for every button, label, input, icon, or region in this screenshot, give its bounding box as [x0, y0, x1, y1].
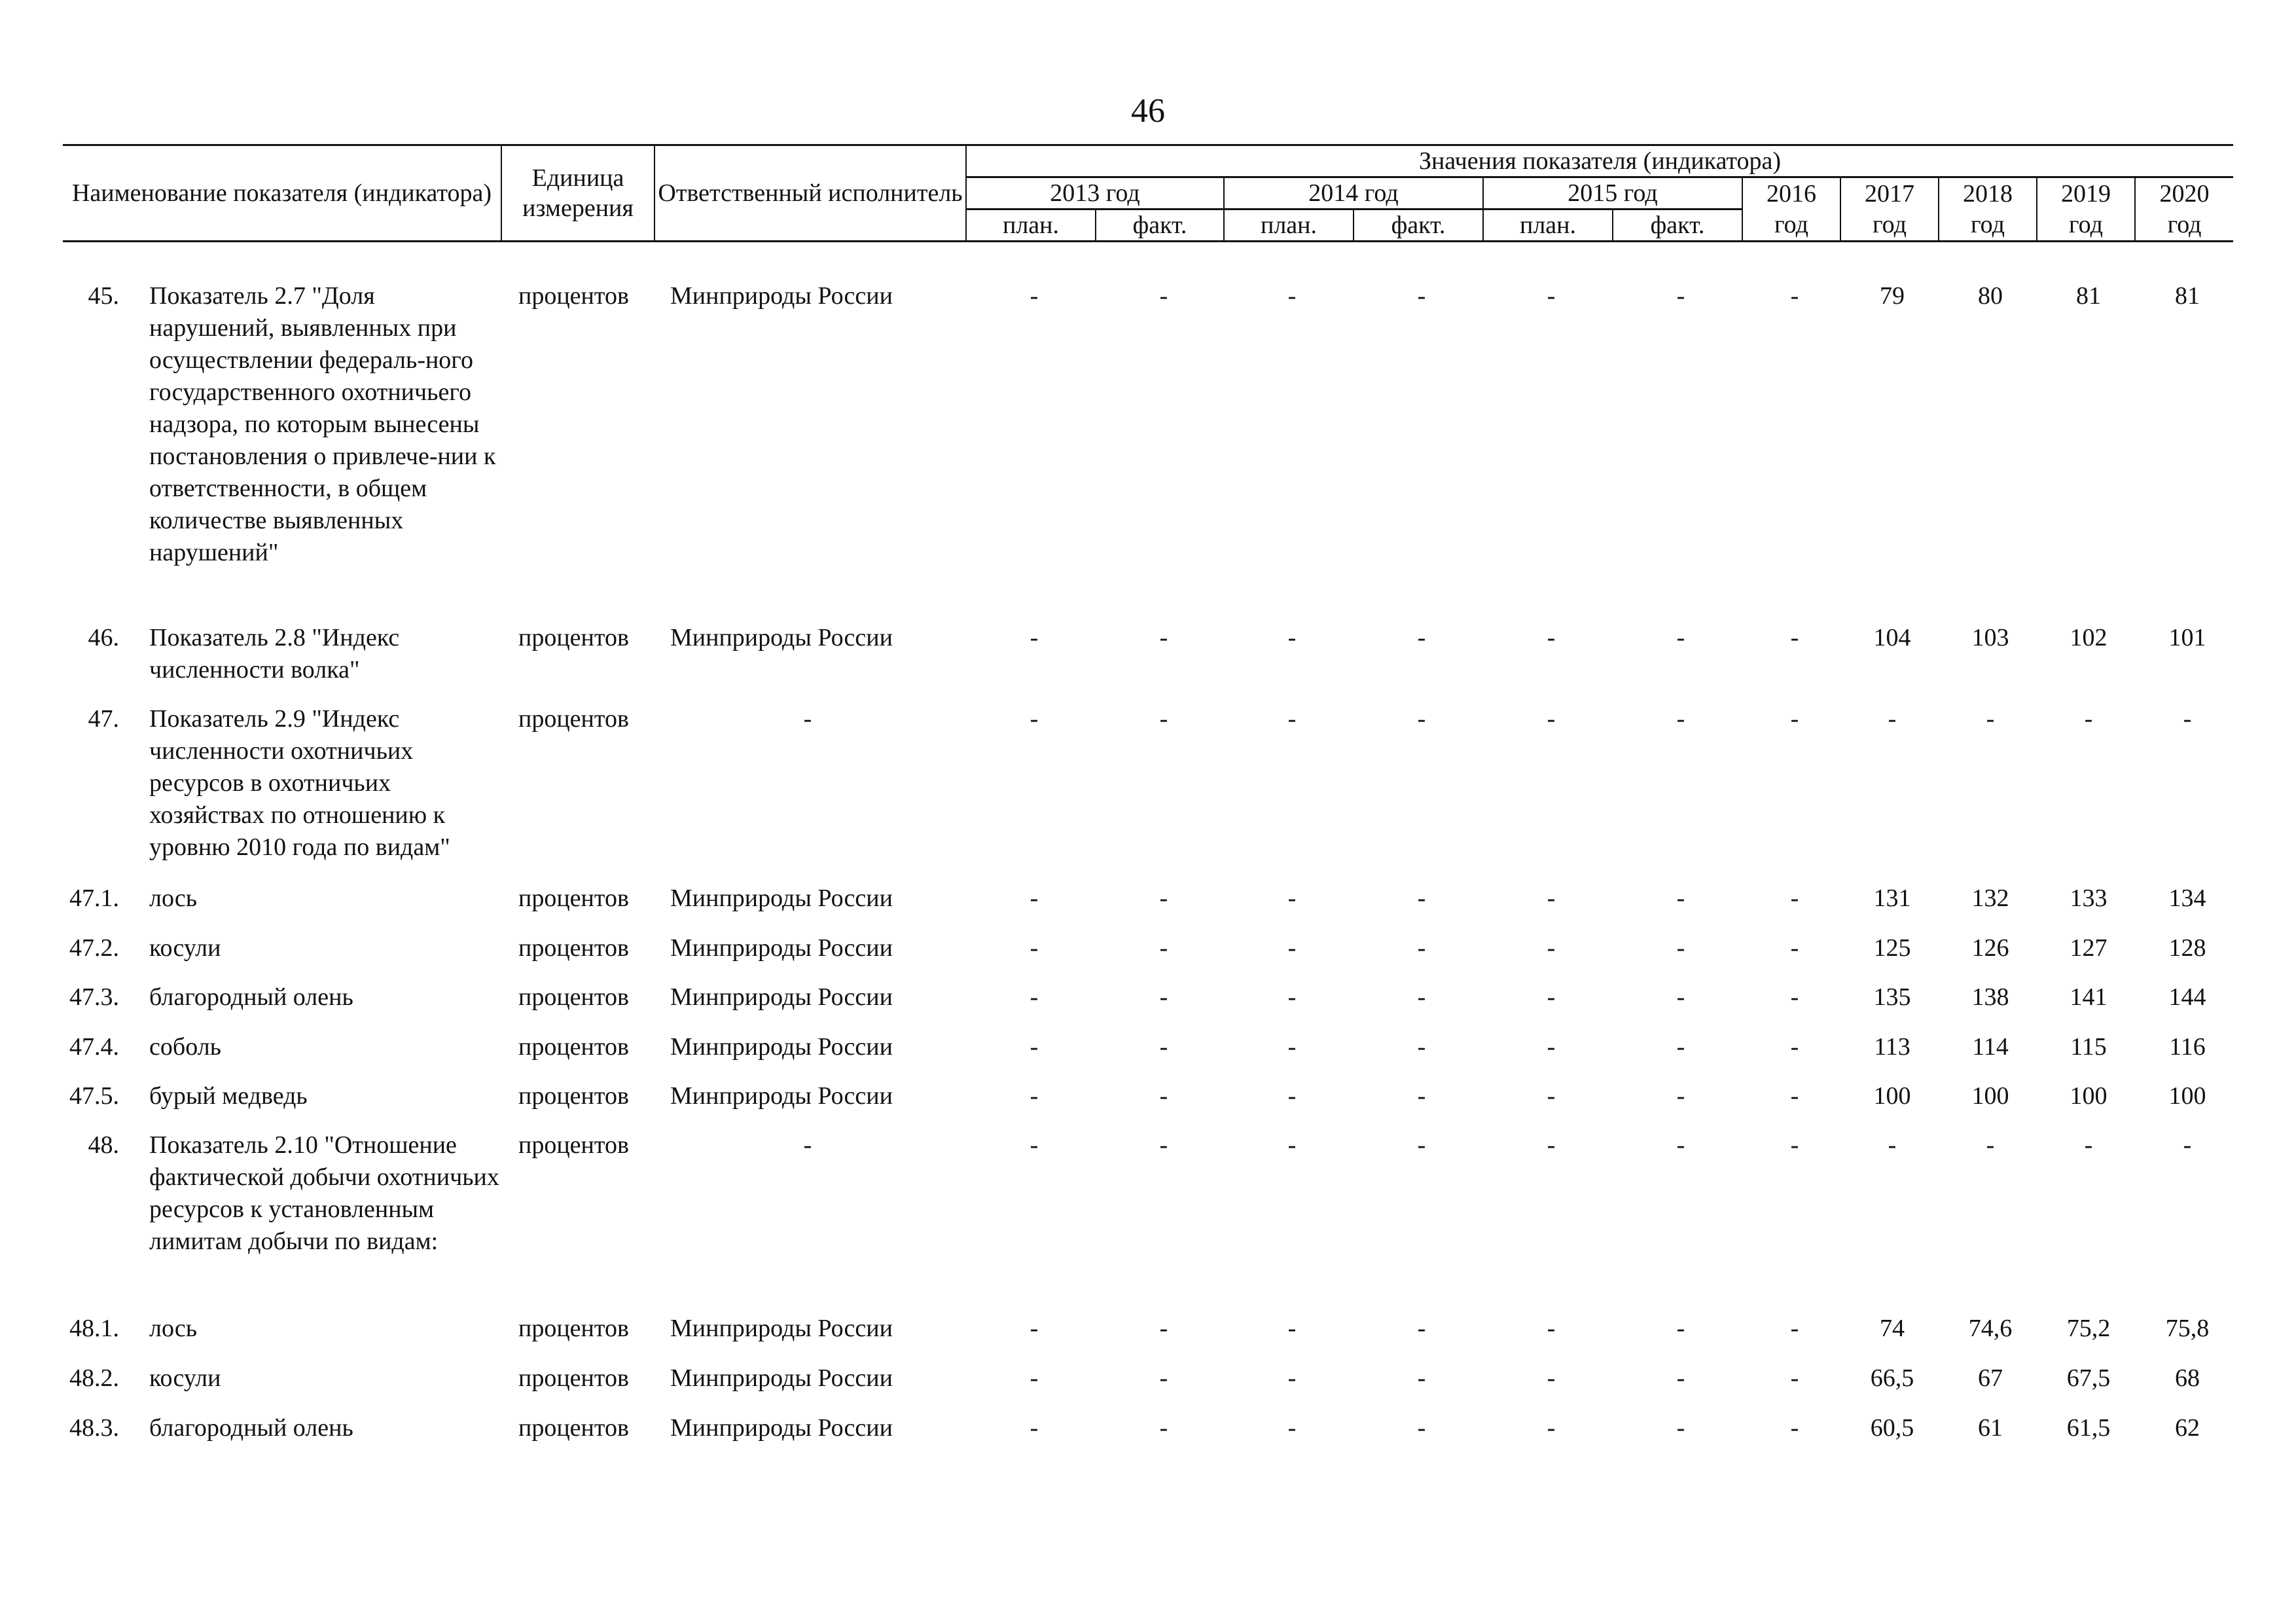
value-2018: 132 — [1971, 884, 2009, 912]
value-2018: - — [1986, 1131, 1995, 1159]
value-2014-plan: - — [1287, 282, 1297, 310]
responsible: - — [803, 1131, 812, 1159]
value-2018: 100 — [1971, 1082, 2009, 1110]
value-2013-plan: - — [1030, 1082, 1039, 1110]
value-2015-fact: - — [1676, 705, 1685, 733]
value-2014-plan: - — [1287, 705, 1297, 733]
value-2017: 104 — [1873, 624, 1911, 651]
god-2019-header: год — [2037, 210, 2135, 242]
value-2013-fact: - — [1159, 884, 1168, 912]
value-2015-fact: - — [1676, 1082, 1685, 1110]
value-2015-fact: - — [1676, 1414, 1685, 1442]
value-2013-fact: - — [1159, 282, 1168, 310]
unit: процентов — [518, 983, 629, 1011]
fact-2015-header: факт. — [1613, 210, 1742, 242]
value-2013-fact: - — [1159, 624, 1168, 651]
row-number: 48.1. — [69, 1315, 119, 1342]
value-2019: 141 — [2070, 983, 2108, 1011]
plan-2015-header: план. — [1483, 210, 1613, 242]
value-2015-plan: - — [1547, 1082, 1556, 1110]
value-2020: - — [2183, 705, 2192, 733]
value-2013-fact: - — [1159, 1414, 1168, 1442]
unit: процентов — [518, 1033, 629, 1061]
indicator-name: Показатель 2.10 "Отношение фактической добычи охотничьих ресурсов к установленным лимитам добычи по видам: — [149, 1131, 499, 1255]
unit: процентов — [518, 884, 629, 912]
value-2013-fact: - — [1159, 934, 1168, 962]
row-number: 47.3. — [69, 983, 119, 1011]
value-2016: - — [1790, 1364, 1799, 1392]
value-2020: 100 — [2168, 1082, 2206, 1110]
indicator-name: Показатель 2.7 "Доля нарушений, выявленных при осуществлении федераль-ного государственного охотничьего надзора, по которым вынесены постановления о привлече-нии к ответственности, в общем количестве выявленных нарушений" — [149, 282, 496, 566]
value-2015-plan: - — [1547, 282, 1556, 310]
value-2013-fact: - — [1159, 705, 1168, 733]
page-number: 46 — [1131, 92, 1165, 130]
indicator-name: косули — [149, 1364, 221, 1392]
value-2015-plan: - — [1547, 1315, 1556, 1342]
row-number: 45. — [88, 282, 119, 310]
value-2020: 128 — [2168, 934, 2206, 962]
value-2017: 125 — [1873, 934, 1911, 962]
value-2013-plan: - — [1030, 1131, 1039, 1159]
value-2014-fact: - — [1417, 1414, 1426, 1442]
value-2016: - — [1790, 983, 1799, 1011]
value-2020: 116 — [2169, 1033, 2206, 1061]
col-unit-header: Единица измерения — [501, 145, 655, 242]
value-2017: 100 — [1873, 1082, 1911, 1110]
value-2019: - — [2084, 1131, 2093, 1159]
value-2015-plan: - — [1547, 1131, 1556, 1159]
value-2015-plan: - — [1547, 983, 1556, 1011]
year-2018-header: 2018 — [1939, 177, 2037, 210]
value-2014-plan: - — [1287, 1131, 1297, 1159]
value-2017: 60,5 — [1870, 1414, 1914, 1442]
value-2014-fact: - — [1417, 1364, 1426, 1392]
value-2014-plan: - — [1287, 884, 1297, 912]
row-number: 48.2. — [69, 1364, 119, 1392]
value-2018: 114 — [1972, 1033, 2009, 1061]
value-2014-plan: - — [1287, 1033, 1297, 1061]
responsible: Минприроды России — [670, 983, 893, 1011]
value-2014-fact: - — [1417, 1082, 1426, 1110]
value-2013-plan: - — [1030, 983, 1039, 1011]
unit: процентов — [518, 624, 629, 651]
fact-2014-header: факт. — [1354, 210, 1483, 242]
unit: процентов — [518, 1082, 629, 1110]
row-number: 47. — [88, 705, 119, 733]
value-2015-fact: - — [1676, 624, 1685, 651]
value-2015-fact: - — [1676, 884, 1685, 912]
value-2015-plan: - — [1547, 624, 1556, 651]
year-2014-header: 2014 год — [1224, 177, 1483, 210]
indicator-name: благородный олень — [149, 1414, 353, 1442]
value-2014-fact: - — [1417, 1131, 1426, 1159]
value-2017: 113 — [1874, 1033, 1910, 1061]
unit: процентов — [518, 1131, 629, 1159]
value-2013-fact: - — [1159, 1033, 1168, 1061]
value-2019: 100 — [2070, 1082, 2108, 1110]
value-2015-plan: - — [1547, 1414, 1556, 1442]
value-2015-fact: - — [1676, 1033, 1685, 1061]
value-2014-plan: - — [1287, 1315, 1297, 1342]
value-2013-plan: - — [1030, 705, 1039, 733]
value-2017: 131 — [1873, 884, 1911, 912]
value-2013-fact: - — [1159, 1364, 1168, 1392]
value-2016: - — [1790, 1131, 1799, 1159]
value-2019: 75,2 — [2066, 1315, 2111, 1342]
indicator-name: соболь — [149, 1033, 221, 1061]
value-2013-plan: - — [1030, 884, 1039, 912]
indicator-name: Показатель 2.8 "Индекс численности волка" — [149, 624, 400, 684]
value-2017: - — [1888, 705, 1897, 733]
value-2013-fact: - — [1159, 983, 1168, 1011]
fact-2013-header: факт. — [1096, 210, 1224, 242]
value-2019: 102 — [2070, 624, 2108, 651]
value-2016: - — [1790, 884, 1799, 912]
value-2016: - — [1790, 624, 1799, 651]
value-2019: 127 — [2070, 934, 2108, 962]
year-2017-header: 2017 — [1840, 177, 1939, 210]
value-2019: 61,5 — [2066, 1414, 2111, 1442]
table-header — [63, 144, 2233, 242]
value-2017: 74 — [1880, 1315, 1905, 1342]
responsible: Минприроды России — [670, 1033, 893, 1061]
value-2015-plan: - — [1547, 934, 1556, 962]
indicator-name: косули — [149, 934, 221, 962]
responsible: Минприроды России — [670, 934, 893, 962]
responsible: Минприроды России — [670, 884, 893, 912]
value-2016: - — [1790, 1082, 1799, 1110]
value-2013-fact: - — [1159, 1082, 1168, 1110]
year-2016-header: 2016 — [1742, 177, 1840, 210]
value-2014-fact: - — [1417, 934, 1426, 962]
value-2014-fact: - — [1417, 705, 1426, 733]
unit: процентов — [518, 1315, 629, 1342]
row-number: 47.1. — [69, 884, 119, 912]
indicator-name: бурый медведь — [149, 1082, 308, 1110]
value-2013-fact: - — [1159, 1315, 1168, 1342]
value-2015-fact: - — [1676, 282, 1685, 310]
god-2016-header: год — [1742, 210, 1840, 242]
values-group-header: Значения показателя (индикатора) — [966, 145, 2233, 177]
value-2015-plan: - — [1547, 884, 1556, 912]
value-2017: - — [1888, 1131, 1897, 1159]
value-2013-plan: - — [1030, 1033, 1039, 1061]
value-2013-plan: - — [1030, 1315, 1039, 1342]
value-2015-plan: - — [1547, 705, 1556, 733]
value-2019: 67,5 — [2066, 1364, 2111, 1392]
unit: процентов — [518, 282, 629, 310]
value-2018: 103 — [1971, 624, 2009, 651]
value-2016: - — [1790, 282, 1799, 310]
value-2013-plan: - — [1030, 624, 1039, 651]
value-2020: - — [2183, 1131, 2192, 1159]
unit: процентов — [518, 934, 629, 962]
value-2015-fact: - — [1676, 934, 1685, 962]
value-2020: 75,8 — [2165, 1315, 2210, 1342]
value-2014-plan: - — [1287, 983, 1297, 1011]
row-number: 47.2. — [69, 934, 119, 962]
god-2018-header: год — [1939, 210, 2037, 242]
value-2013-plan: - — [1030, 1364, 1039, 1392]
col-resp-header: Ответственный исполнитель — [655, 145, 966, 242]
indicator-name: лось — [149, 1315, 198, 1342]
indicator-name: лось — [149, 884, 198, 912]
god-2017-header: год — [1840, 210, 1939, 242]
value-2018: 126 — [1971, 934, 2009, 962]
plan-2014-header: план. — [1224, 210, 1354, 242]
value-2017: 79 — [1880, 282, 1905, 310]
value-2020: 68 — [2175, 1364, 2200, 1392]
unit: процентов — [518, 1414, 629, 1442]
value-2013-fact: - — [1159, 1131, 1168, 1159]
value-2015-plan: - — [1547, 1033, 1556, 1061]
value-2015-fact: - — [1676, 1131, 1685, 1159]
god-2020-header: год — [2135, 210, 2233, 242]
indicator-name: Показатель 2.9 "Индекс численности охотничьих ресурсов в охотничьих хозяйствах по отношению к уровню 2010 года по видам" — [149, 705, 450, 861]
value-2017: 135 — [1873, 983, 1911, 1011]
value-2014-fact: - — [1417, 884, 1426, 912]
year-2020-header: 2020 — [2135, 177, 2233, 210]
value-2020: 101 — [2168, 624, 2206, 651]
value-2019: 81 — [2076, 282, 2101, 310]
value-2014-fact: - — [1417, 1033, 1426, 1061]
indicator-name: благородный олень — [149, 983, 353, 1011]
value-2014-plan: - — [1287, 1082, 1297, 1110]
value-2020: 134 — [2168, 884, 2206, 912]
value-2015-fact: - — [1676, 983, 1685, 1011]
value-2018: 80 — [1978, 282, 2003, 310]
responsible: Минприроды России — [670, 282, 893, 310]
value-2014-plan: - — [1287, 934, 1297, 962]
plan-2013-header: план. — [966, 210, 1096, 242]
value-2018: 74,6 — [1968, 1315, 2013, 1342]
value-2016: - — [1790, 1315, 1799, 1342]
value-2014-plan: - — [1287, 624, 1297, 651]
value-2016: - — [1790, 705, 1799, 733]
row-number: 48.3. — [69, 1414, 119, 1442]
value-2017: 66,5 — [1870, 1364, 1914, 1392]
responsible: - — [803, 705, 812, 733]
value-2015-fact: - — [1676, 1364, 1685, 1392]
row-number: 47.4. — [69, 1033, 119, 1061]
value-2019: 133 — [2070, 884, 2108, 912]
value-2018: 67 — [1978, 1364, 2003, 1392]
value-2020: 144 — [2168, 983, 2206, 1011]
value-2015-plan: - — [1547, 1364, 1556, 1392]
row-number: 46. — [88, 624, 119, 651]
col-name-header: Наименование показателя (индикатора) — [63, 145, 501, 242]
responsible: Минприроды России — [670, 1414, 893, 1442]
value-2020: 62 — [2175, 1414, 2200, 1442]
unit: процентов — [518, 705, 629, 733]
value-2016: - — [1790, 1033, 1799, 1061]
row-number: 48. — [88, 1131, 119, 1159]
responsible: Минприроды России — [670, 1315, 893, 1342]
year-2015-header: 2015 год — [1483, 177, 1742, 210]
row-number: 47.5. — [69, 1082, 119, 1110]
value-2019: - — [2084, 705, 2093, 733]
value-2013-plan: - — [1030, 934, 1039, 962]
value-2014-fact: - — [1417, 624, 1426, 651]
value-2019: 115 — [2070, 1033, 2107, 1061]
value-2018: - — [1986, 705, 1995, 733]
value-2014-fact: - — [1417, 983, 1426, 1011]
value-2014-plan: - — [1287, 1364, 1297, 1392]
value-2016: - — [1790, 934, 1799, 962]
value-2014-fact: - — [1417, 1315, 1426, 1342]
value-2015-fact: - — [1676, 1315, 1685, 1342]
value-2014-plan: - — [1287, 1414, 1297, 1442]
value-2020: 81 — [2175, 282, 2200, 310]
responsible: Минприроды России — [670, 624, 893, 651]
value-2013-plan: - — [1030, 1414, 1039, 1442]
value-2014-fact: - — [1417, 282, 1426, 310]
unit: процентов — [518, 1364, 629, 1392]
value-2018: 138 — [1971, 983, 2009, 1011]
value-2016: - — [1790, 1414, 1799, 1442]
value-2013-plan: - — [1030, 282, 1039, 310]
responsible: Минприроды России — [670, 1082, 893, 1110]
year-2019-header: 2019 — [2037, 177, 2135, 210]
value-2018: 61 — [1978, 1414, 2003, 1442]
year-2013-header: 2013 год — [966, 177, 1224, 210]
responsible: Минприроды России — [670, 1364, 893, 1392]
